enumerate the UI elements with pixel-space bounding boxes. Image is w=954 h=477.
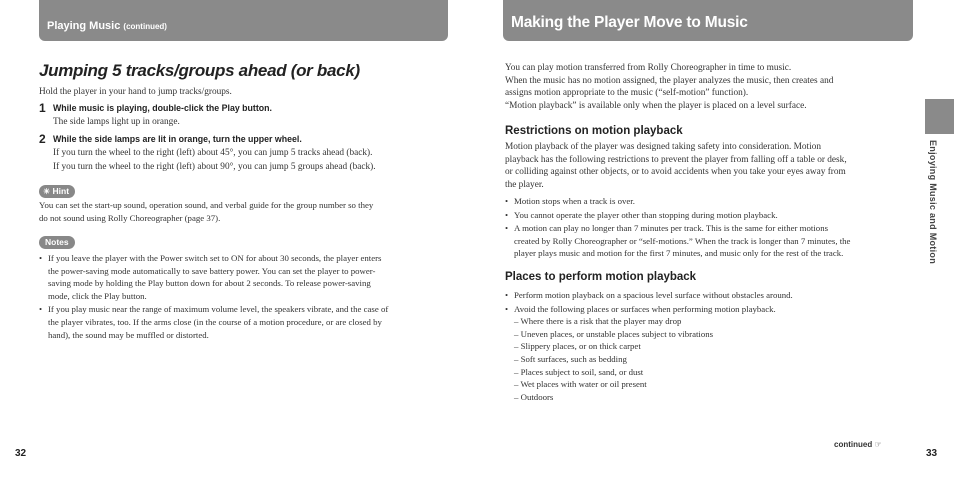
step-1-number: 1 xyxy=(39,101,46,115)
notes-list xyxy=(39,252,451,341)
lightbulb-icon: ☀ xyxy=(43,187,51,196)
restrictions-body: Motion playback of the player was designed taking safety into consideration. Motion playback has the following restrictions to prevent the player from falling off a table or desk, or colliding against other objects, or to avoid accidents when you take your eyes away from the player. xyxy=(505,142,847,190)
section-side-label: Enjoying Music and Motion xyxy=(928,140,938,264)
right-intro: You can play motion transferred from Rolly Choreographer in time to music. When the music has no motion assigned, the player analyzes the music, then creates and assigns motion appropriate to the music (“self-motion” function). “Motion playback” is available only when the player is placed on a level surface. xyxy=(505,63,834,111)
list-item: • Avoid the following places or surfaces when performing motion playback. – Where there is a risk that the player may drop – Uneven places, or unstable places subject to vibrations – Slippery places, or on thick carpet – Soft surfaces, such as bedding – Places subject to soil, sand, or dust – Wet places with water or oil present – Outdoors xyxy=(505,303,915,404)
list-item: • A motion can play no longer than 7 minutes per track. This is the same for either motions created by Rolly Choreographer or “self-motions.” When the track is longer than 7 minutes, the player plays music and motion for the first 7 minutes, and music only for the rest of the track. xyxy=(505,222,915,260)
left-header-suffix: (continued) xyxy=(123,22,167,31)
places-list xyxy=(505,289,915,403)
continued-label: continued ☞ xyxy=(834,440,882,449)
hint-text: You can set the start-up sound, operation sound, and verbal guide for the group number so they do not sound using Rolly Choreographer (page 37). xyxy=(39,200,374,223)
step-2-title: While the side lamps are lit in orange, turn the upper wheel. xyxy=(53,134,302,144)
right-header-title: Making the Player Move to Music xyxy=(511,14,748,31)
step-2-detail-2: If you turn the wheel to the right (left) about 90°, you can jump 5 groups ahead (back). xyxy=(53,162,376,172)
left-header-bar xyxy=(39,0,448,41)
list-item: • Motion stops when a track is over. xyxy=(505,195,915,208)
page-number-left: 32 xyxy=(15,448,27,459)
list-item: • Perform motion playback on a spacious level surface without obstacles around. xyxy=(505,289,915,302)
notes-badge: Notes xyxy=(39,236,75,249)
places-heading: Places to perform motion playback xyxy=(505,271,697,283)
section-tab xyxy=(925,99,954,134)
restrictions-heading: Restrictions on motion playback xyxy=(505,125,683,137)
right-header-bar xyxy=(503,0,913,41)
step-2-number: 2 xyxy=(39,132,46,146)
list-item: • You cannot operate the player other than stopping during motion playback. xyxy=(505,209,915,222)
hint-badge: ☀ Hint xyxy=(39,185,75,198)
arrow-icon: ☞ xyxy=(874,440,882,449)
section-heading: Jumping 5 tracks/groups ahead (or back) xyxy=(39,61,360,80)
intro-text: Hold the player in your hand to jump tracks/groups. xyxy=(39,87,232,97)
list-item: • If you leave the player with the Power switch set to ON for about 30 seconds, the player enters the power-saving mode automatically to save battery power. You can set the player to power- saving mode by holding the Play button down for about 2 seconds. To release power-saving mode, click the Play button. xyxy=(39,252,451,302)
step-1-detail: The side lamps light up in orange. xyxy=(53,117,180,127)
list-item: • If you play music near the range of maximum volume level, the speakers vibrate, and the case of the player vibrates, too. If the arms close (in the course of a motion procedure, or are closed by hand), the sound may be muffled or distorted. xyxy=(39,303,451,341)
page-number-right: 33 xyxy=(926,448,938,459)
left-header-title: Playing Music (continued) xyxy=(47,20,167,32)
step-2-detail-1: If you turn the wheel to the right (left) about 45°, you can jump 5 tracks ahead (back). xyxy=(53,148,373,158)
places-sublist: – Where there is a risk that the player may drop – Uneven places, or unstable places subject to vibrations – Slippery places, or on thick carpet – Soft surfaces, such as bedding – Places subject to soil, sand, or dust – Wet places with water or oil present – Outdoors xyxy=(514,316,714,402)
step-1-title: While music is playing, double-click the Play button. xyxy=(53,103,272,113)
restrictions-list xyxy=(505,195,915,260)
